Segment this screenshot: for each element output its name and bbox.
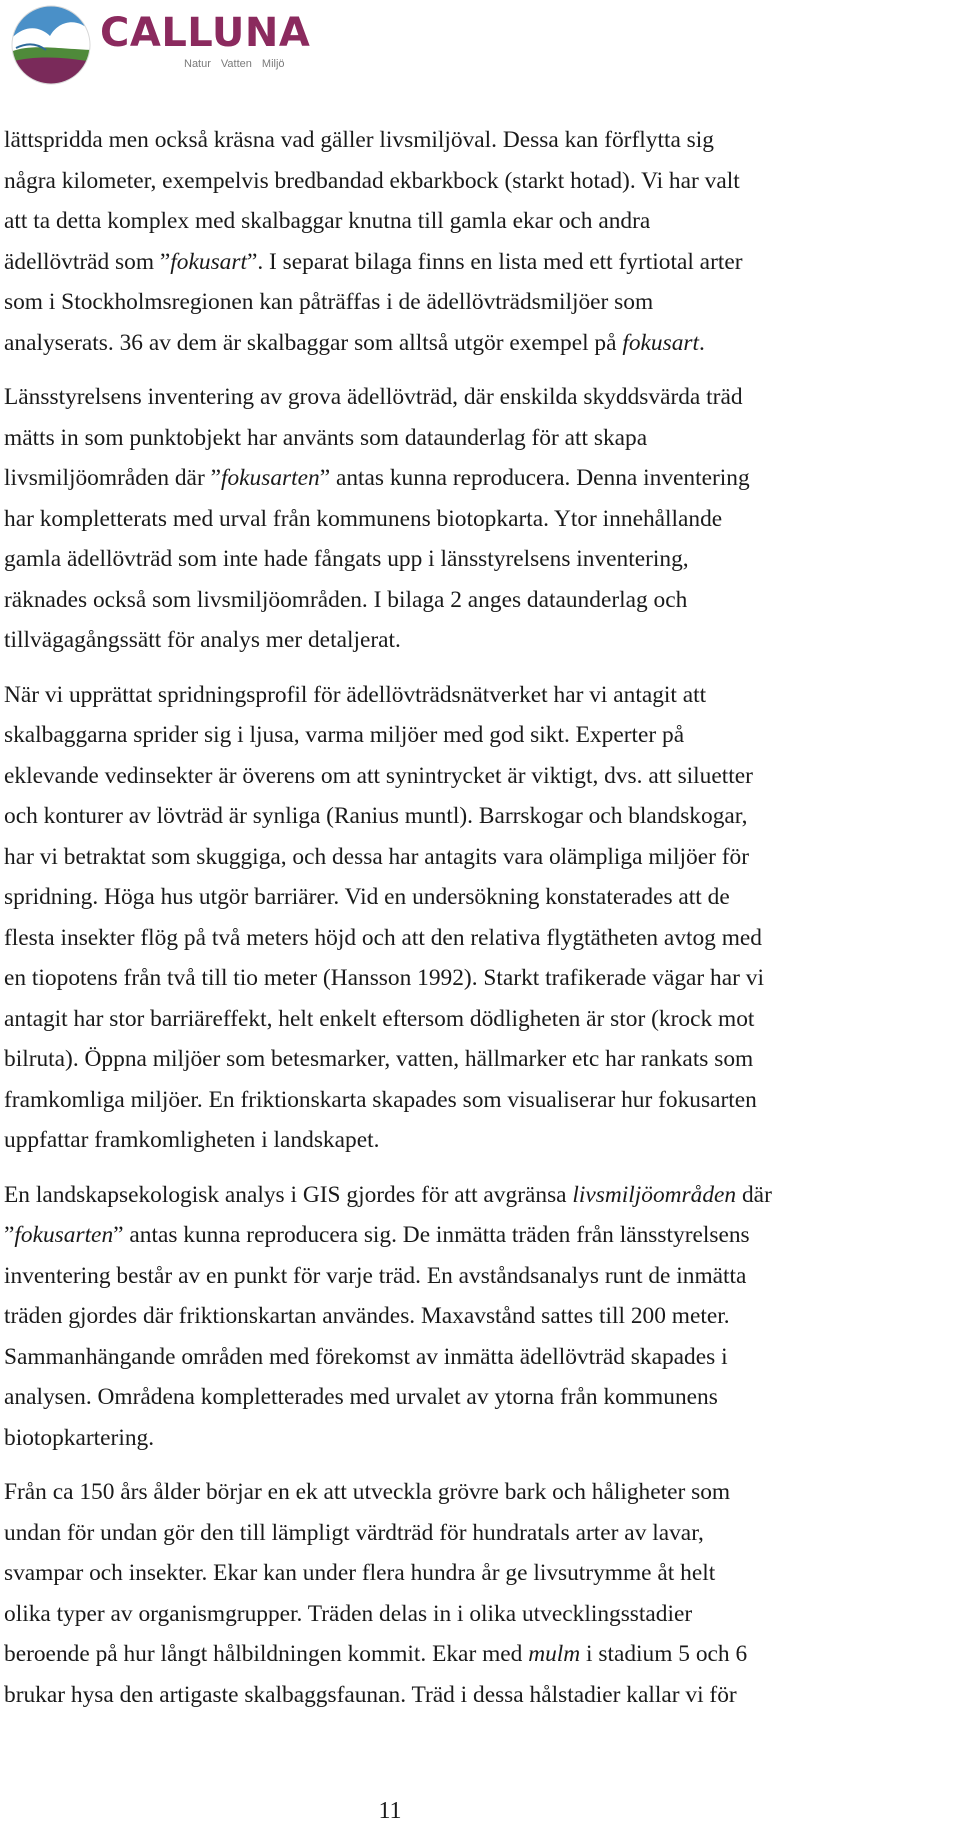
text-line: har kompletterats med urval från kommunens biotopkarta. Ytor innehållande xyxy=(4,505,723,532)
italic-term: mulm xyxy=(528,1641,581,1667)
text-run: i stadium 5 och 6 xyxy=(580,1641,748,1667)
text-line: analysen. Områdena kompletterades med urvalet av ytorna från kommunens xyxy=(4,1384,718,1410)
text-line: svampar och insekter. Ekar kan under flera hundra år ge livsutrymme åt helt xyxy=(4,1560,716,1586)
text-line: mätts in som punktobjekt har använts som dataunderlag för att skapa xyxy=(4,424,648,451)
body-paragraph xyxy=(4,675,956,1161)
text-line: tillvägagångssätt för analys mer detaljerat. xyxy=(4,627,401,653)
text-run: ädellövträd som ” xyxy=(4,248,171,275)
text-line: som i Stockholmsregionen kan påträffas i de ädellövträdsmiljöer som xyxy=(4,289,654,315)
text-run: ” xyxy=(4,1222,15,1248)
text-line xyxy=(4,242,956,283)
text-line: undan för undan gör den till lämpligt värdträd för hundratals arter av lavar, xyxy=(4,1519,704,1546)
text-line xyxy=(4,1215,956,1256)
text-line: en tiopotens från två till tio meter (Hansson 1992). Starkt trafikerade vägar har vi xyxy=(4,965,764,991)
text-run: ” antas kunna reproducera sig. De inmätta träden från länsstyrelsens xyxy=(113,1222,750,1248)
text-line: några kilometer, exempelvis bredbandad ekbarkbock (starkt hotad). Vi har valt xyxy=(4,167,740,194)
text-line: Från ca 150 års ålder börjar en ek att utveckla grövre bark och håligheter som xyxy=(4,1479,731,1505)
text-line: När vi upprättat spridningsprofil för ädellövträdsnätverket har vi antagit att xyxy=(4,681,707,708)
text-run: ” antas kunna reproducera. Denna inventering xyxy=(319,465,750,491)
tagline-word: Vatten xyxy=(220,57,252,70)
text-run: beroende på hur långt hålbildningen kommit. Ekar med xyxy=(4,1641,529,1667)
page-number: 11 xyxy=(378,1798,402,1824)
body-paragraph xyxy=(4,1175,956,1459)
body-paragraph xyxy=(4,1472,956,1715)
text-line: gamla ädellövträd som inte hade fångats upp i länsstyrelsens inventering, xyxy=(4,546,689,572)
text-line: räknades också som livsmiljöområden. I bilaga 2 anges dataunderlag och xyxy=(4,586,688,613)
text-line: lättspridda men också kräsna vad gäller livsmiljöval. Dessa kan förflytta sig xyxy=(4,127,714,153)
italic-term: fokusarten xyxy=(220,465,320,491)
text-line xyxy=(4,323,956,364)
document-body xyxy=(4,120,956,1729)
text-line: spridning. Höga hus utgör barriärer. Vid en undersökning konstaterades att de xyxy=(4,884,730,910)
text-line: olika typer av organismgrupper. Träden delas in i olika utvecklingsstadier xyxy=(4,1600,693,1627)
text-run: ”. I separat bilaga finns en lista med ett fyrtiotal arter xyxy=(246,248,743,275)
text-line: framkomliga miljöer. En friktionskarta skapades som visualiserar hur fokusarten xyxy=(4,1086,757,1113)
text-line xyxy=(4,1634,956,1675)
body-paragraph xyxy=(4,377,956,661)
text-line: skalbaggarna sprider sig i ljusa, varma miljöer med god sikt. Experter på xyxy=(4,722,685,748)
logo-tagline xyxy=(184,58,310,70)
text-line: eklevande vedinsekter är överens om att synintrycket är viktigt, dvs. att siluetter xyxy=(4,762,753,789)
text-line xyxy=(4,458,956,499)
logo-wordmark: CALLUNA xyxy=(100,9,311,56)
italic-term: livsmiljöområden xyxy=(572,1181,737,1208)
calluna-logo xyxy=(10,4,310,86)
tagline-word: Miljö xyxy=(261,57,285,70)
text-line: inventering består av en punkt för varje träd. En avståndsanalys runt de inmätta xyxy=(4,1262,747,1289)
body-paragraph xyxy=(4,120,956,363)
text-line: biotopkartering. xyxy=(4,1424,155,1451)
text-run: analyserats. 36 av dem är skalbaggar som alltså utgör exempel på xyxy=(4,329,623,356)
text-run: livsmiljöområden där ” xyxy=(4,465,221,491)
page-header xyxy=(10,0,410,90)
text-line: uppfattar framkomligheten i landskapet. xyxy=(4,1127,380,1153)
italic-term: fokusarten xyxy=(14,1222,114,1248)
text-line: har vi betraktat som skuggiga, och dessa har antagits vara olämpliga miljöer för xyxy=(4,843,750,870)
italic-term: fokusart xyxy=(170,248,247,275)
text-line: flesta insekter flög på två meters höjd och att den relativa flygtätheten avtog med xyxy=(4,924,762,951)
text-run: där xyxy=(736,1181,772,1208)
text-run: . xyxy=(699,329,705,356)
text-line: träden gjordes där friktionskartan användes. Maxavstånd sattes till 200 meter. xyxy=(4,1303,730,1329)
text-line: antagit har stor barriäreffekt, helt enkelt eftersom dödligheten är stor (krock mot xyxy=(4,1005,755,1032)
text-line: Länsstyrelsens inventering av grova ädellövträd, där enskilda skyddsvärda träd xyxy=(4,384,743,410)
text-line xyxy=(4,1175,956,1216)
text-line: och konturer av lövträd är synliga (Ranius muntl). Barrskogar och blandskogar, xyxy=(4,803,748,829)
text-line: Sammanhängande områden med förekomst av inmätta ädellövträd skapades i xyxy=(4,1343,728,1370)
text-line: bilruta). Öppna miljöer som betesmarker, vatten, hällmarker etc har rankats som xyxy=(4,1046,754,1072)
calluna-logo-icon xyxy=(10,4,92,86)
text-line: att ta detta komplex med skalbaggar knutna till gamla ekar och andra xyxy=(4,208,651,234)
tagline-word: Natur xyxy=(184,57,211,70)
italic-term: fokusart xyxy=(622,329,700,356)
text-run: En landskapsekologisk analys i GIS gjordes för att avgränsa xyxy=(4,1181,573,1208)
text-line: brukar hysa den artigaste skalbaggsfaunan. Träd i dessa hålstadier kallar vi för xyxy=(4,1681,737,1708)
